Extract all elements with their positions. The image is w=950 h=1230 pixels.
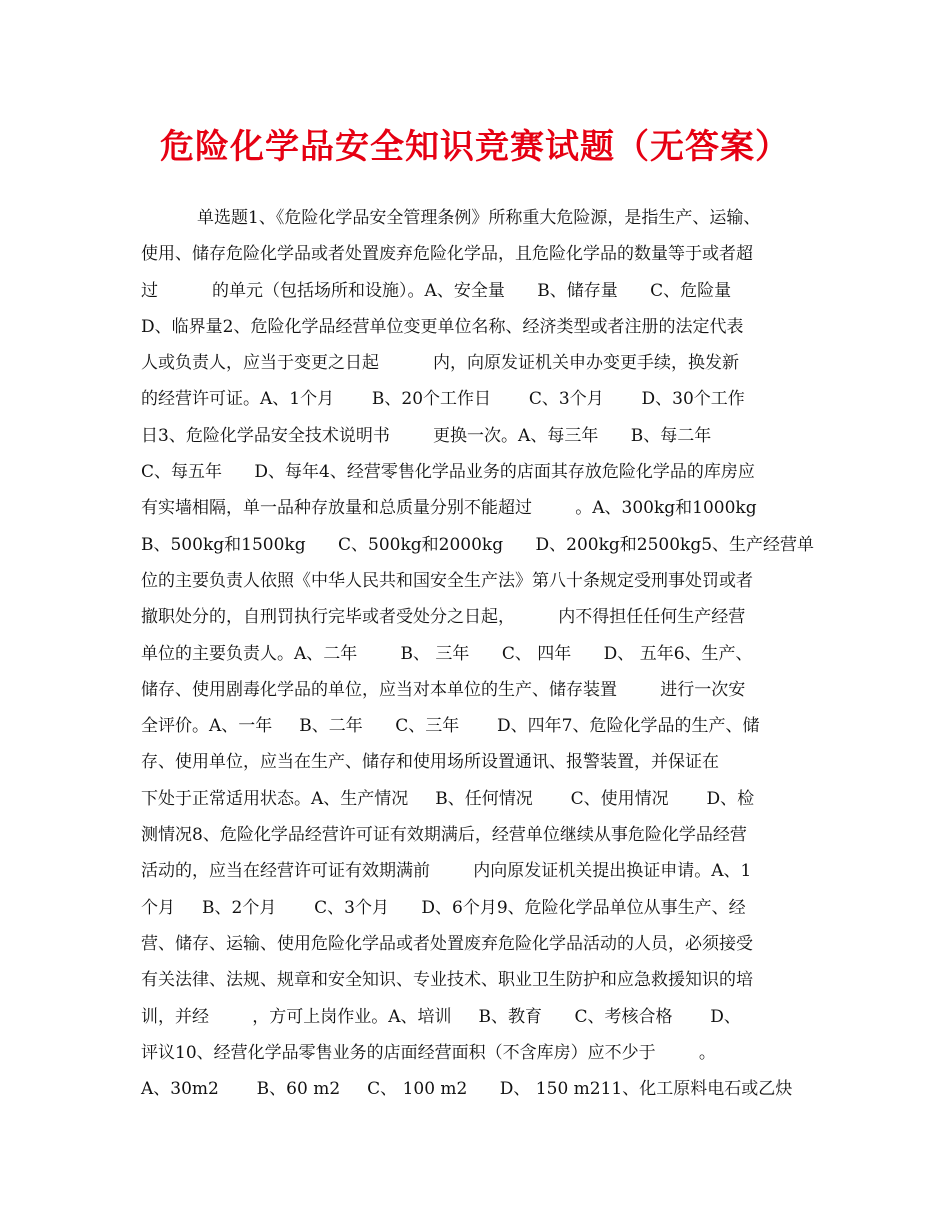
body-line: 营、储存、运输、使用危险化学品或者处置废弃危险化学品活动的人员，必须接受: [141, 933, 753, 954]
body-line: 活动的，应当在经营许可证有效期满前 内向原发证机关提出换证申请。A、1: [141, 861, 752, 882]
body-line: C、每五年 D、每年4、经营零售化学品业务的店面其存放危险化学品的库房应: [141, 462, 755, 483]
body-line: D、临界量2、危险化学品经营单位变更单位名称、经济类型或者注册的法定代表: [141, 316, 744, 337]
body-line: 存、使用单位，应当在生产、储存和使用场所设置通讯、报警装置，并保证在: [141, 752, 719, 773]
body-line: 全评价。A、一年 B、二年 C、三年 D、四年7、危险化学品的生产、储: [141, 716, 760, 737]
body-line: 的经营许可证。A、1个月 B、20个工作日 C、3个月 D、30个工作: [141, 389, 745, 410]
document-title: 危险化学品安全知识竞赛试题（无答案）: [160, 127, 790, 167]
body-line: 有实墙相隔，单一品种存放量和总质量分别不能超过 。A、300kg和1000kg: [141, 498, 757, 519]
body-line: 训，并经 ，方可上岗作业。A、培训 B、教育 C、考核合格 D、: [141, 1006, 741, 1027]
body-line: 个月 B、2个月 C、3个月 D、6个月9、危险化学品单位从事生产、经: [141, 897, 746, 918]
body-line: 人或负责人，应当于变更之日起 内，向原发证机关申办变更手续，换发新: [141, 353, 740, 374]
document-body: [141, 200, 821, 1107]
body-line: 测情况8、危险化学品经营许可证有效期满后，经营单位继续从事危险化学品经营: [141, 825, 747, 846]
body-line: 有关法律、法规、规章和安全知识、专业技术、职业卫生防护和应急救援知识的培: [141, 970, 753, 991]
body-line: 评议10、经营化学品零售业务的店面经营面积（不含库房）应不少于 。: [141, 1042, 716, 1063]
body-line: 位的主要负责人依照《中华人民共和国安全生产法》第八十条规定受刑事处罚或者: [141, 570, 753, 591]
body-line: A、30m2 B、60 m2 C、 100 m2 D、 150 m211、化工原料电石或乙炔: [141, 1079, 793, 1100]
body-line: 单选题1、《危险化学品安全管理条例》所称重大危险源，是指生产、运输、: [197, 208, 761, 228]
body-line: 下处于正常适用状态。A、生产情况 B、任何情况 C、使用情况 D、检: [141, 788, 755, 809]
body-line: B、500kg和1500kg C、500kg和2000kg D、200kg和2500kg5、生产经营单: [141, 534, 815, 555]
body-line: 撤职处分的，自刑罚执行完毕或者受处分之日起， 内不得担任任何生产经营: [141, 607, 746, 628]
body-line: 日3、危险化学品安全技术说明书 更换一次。A、每三年 B、每二年: [141, 425, 712, 446]
body-line: 过 的单元（包括场所和设施）。A、安全量 B、储存量 C、危险量: [141, 280, 732, 301]
body-line: 单位的主要负责人。A、二年 B、 三年 C、 四年 D、 五年6、生产、: [141, 643, 753, 664]
body-line: 储存、使用剧毒化学品的单位，应当对本单位的生产、储存装置 进行一次安: [141, 679, 746, 700]
body-line: 使用、储存危险化学品或者处置废弃危险化学品，且危险化学品的数量等于或者超: [141, 244, 753, 265]
